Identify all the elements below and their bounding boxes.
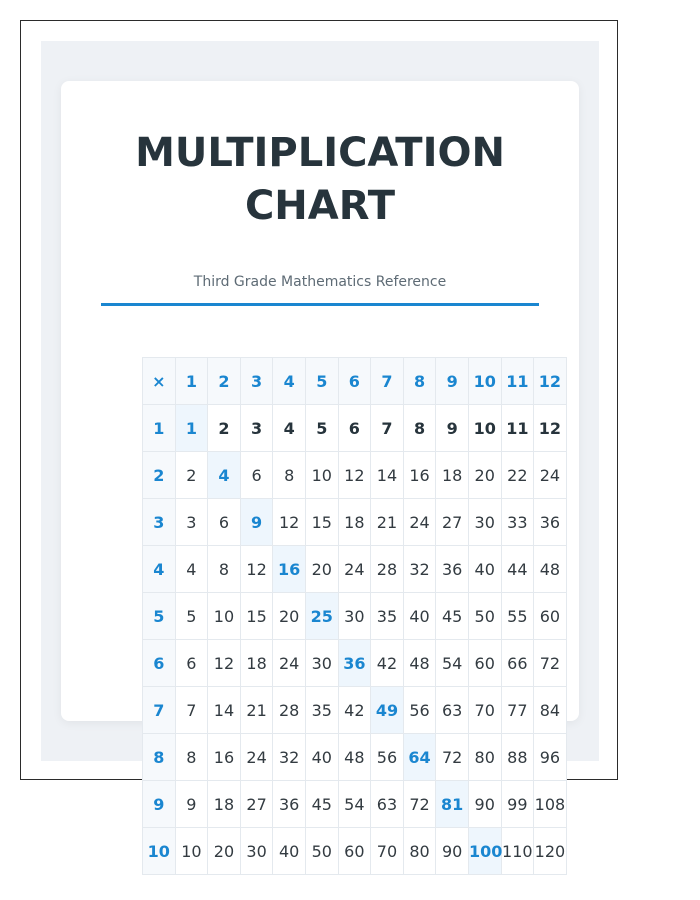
- table-row: [143, 640, 567, 687]
- product-cell: 18: [338, 499, 371, 546]
- product-cell: 11: [501, 405, 534, 452]
- product-cell: 56: [371, 734, 404, 781]
- table-row: [143, 452, 567, 499]
- row-header: 8: [143, 734, 176, 781]
- product-cell: 27: [240, 781, 273, 828]
- product-cell: 14: [371, 452, 404, 499]
- product-cell: 8: [208, 546, 241, 593]
- product-cell: 18: [436, 452, 469, 499]
- product-cell: 50: [468, 593, 501, 640]
- product-cell: 9: [436, 405, 469, 452]
- product-cell: 70: [468, 687, 501, 734]
- page-background: [41, 41, 599, 861]
- product-cell: 10: [468, 405, 501, 452]
- product-cell: 5: [175, 593, 208, 640]
- page-frame: [20, 20, 618, 861]
- product-cell: 63: [436, 687, 469, 734]
- product-cell: 8: [403, 405, 436, 452]
- product-cell: 42: [371, 640, 404, 687]
- product-cell: 12: [534, 405, 567, 452]
- product-cell: 6: [338, 405, 371, 452]
- table-row: [143, 781, 567, 828]
- product-cell: 88: [501, 734, 534, 781]
- product-cell: 18: [208, 781, 241, 828]
- product-cell: 24: [534, 452, 567, 499]
- product-cell: 7: [371, 405, 404, 452]
- square-product-cell: 9: [240, 499, 273, 546]
- product-cell: 30: [240, 828, 273, 875]
- corner-cell: ×: [143, 358, 176, 405]
- product-cell: 48: [338, 734, 371, 781]
- product-cell: 12: [240, 546, 273, 593]
- product-cell: 35: [305, 687, 338, 734]
- column-header: 8: [403, 358, 436, 405]
- product-cell: 44: [501, 546, 534, 593]
- table-row: [143, 499, 567, 546]
- product-cell: 45: [436, 593, 469, 640]
- column-header: 4: [273, 358, 306, 405]
- product-cell: 54: [338, 781, 371, 828]
- product-cell: 48: [403, 640, 436, 687]
- product-cell: 12: [338, 452, 371, 499]
- column-header: 7: [371, 358, 404, 405]
- product-cell: 110: [501, 828, 534, 875]
- product-cell: 99: [501, 781, 534, 828]
- product-cell: 15: [240, 593, 273, 640]
- row-header: 1: [143, 405, 176, 452]
- product-cell: 120: [534, 828, 567, 875]
- square-product-cell: 25: [305, 593, 338, 640]
- square-product-cell: 81: [436, 781, 469, 828]
- product-cell: 7: [175, 687, 208, 734]
- product-cell: 16: [208, 734, 241, 781]
- product-cell: 80: [403, 828, 436, 875]
- product-cell: 56: [403, 687, 436, 734]
- row-header: 4: [143, 546, 176, 593]
- product-cell: 30: [468, 499, 501, 546]
- row-header: 5: [143, 593, 176, 640]
- product-cell: 32: [403, 546, 436, 593]
- row-header: 6: [143, 640, 176, 687]
- product-cell: 27: [436, 499, 469, 546]
- product-cell: 54: [436, 640, 469, 687]
- product-cell: 18: [240, 640, 273, 687]
- chart-card: [61, 81, 579, 861]
- table-row: [143, 593, 567, 640]
- column-header: 3: [240, 358, 273, 405]
- product-cell: 6: [240, 452, 273, 499]
- product-cell: 28: [273, 687, 306, 734]
- square-product-cell: 1: [175, 405, 208, 452]
- multiplication-table: [142, 357, 567, 875]
- square-product-cell: 36: [338, 640, 371, 687]
- product-cell: 60: [534, 593, 567, 640]
- product-cell: 8: [175, 734, 208, 781]
- product-cell: 72: [436, 734, 469, 781]
- product-cell: 96: [534, 734, 567, 781]
- product-cell: 40: [305, 734, 338, 781]
- product-cell: 22: [501, 452, 534, 499]
- product-cell: 9: [175, 781, 208, 828]
- table-row: [143, 546, 567, 593]
- square-product-cell: 16: [273, 546, 306, 593]
- product-cell: 8: [273, 452, 306, 499]
- product-cell: 32: [273, 734, 306, 781]
- product-cell: 48: [534, 546, 567, 593]
- product-cell: 12: [208, 640, 241, 687]
- product-cell: 12: [273, 499, 306, 546]
- product-cell: 14: [208, 687, 241, 734]
- square-product-cell: 64: [403, 734, 436, 781]
- column-header: 5: [305, 358, 338, 405]
- product-cell: 60: [338, 828, 371, 875]
- product-cell: 33: [501, 499, 534, 546]
- product-cell: 50: [305, 828, 338, 875]
- product-cell: 21: [371, 499, 404, 546]
- row-header: 10: [143, 828, 176, 875]
- product-cell: 6: [175, 640, 208, 687]
- product-cell: 10: [305, 452, 338, 499]
- product-cell: 30: [338, 593, 371, 640]
- column-header: 2: [208, 358, 241, 405]
- product-cell: 10: [208, 593, 241, 640]
- product-cell: 4: [175, 546, 208, 593]
- product-cell: 60: [468, 640, 501, 687]
- product-cell: 45: [305, 781, 338, 828]
- product-cell: 3: [240, 405, 273, 452]
- row-header: 3: [143, 499, 176, 546]
- product-cell: 72: [403, 781, 436, 828]
- row-header: 7: [143, 687, 176, 734]
- product-cell: 40: [273, 828, 306, 875]
- square-product-cell: 49: [371, 687, 404, 734]
- product-cell: 84: [534, 687, 567, 734]
- product-cell: 77: [501, 687, 534, 734]
- product-cell: 24: [403, 499, 436, 546]
- row-header: 9: [143, 781, 176, 828]
- product-cell: 28: [371, 546, 404, 593]
- product-cell: 30: [305, 640, 338, 687]
- product-cell: 24: [240, 734, 273, 781]
- table-row: [143, 405, 567, 452]
- table-row: [143, 734, 567, 781]
- product-cell: 108: [534, 781, 567, 828]
- product-cell: 66: [501, 640, 534, 687]
- product-cell: 20: [273, 593, 306, 640]
- page-subtitle: Third Grade Mathematics Reference: [193, 274, 447, 290]
- product-cell: 10: [175, 828, 208, 875]
- product-cell: 3: [175, 499, 208, 546]
- product-cell: 20: [208, 828, 241, 875]
- product-cell: 70: [371, 828, 404, 875]
- product-cell: 20: [468, 452, 501, 499]
- product-cell: 36: [436, 546, 469, 593]
- product-cell: 24: [338, 546, 371, 593]
- table-row: [143, 687, 567, 734]
- table-row: [143, 828, 567, 875]
- product-cell: 72: [534, 640, 567, 687]
- page-title: MULTIPLICATION CHART: [135, 130, 505, 229]
- product-cell: 42: [338, 687, 371, 734]
- product-cell: 2: [208, 405, 241, 452]
- product-cell: 55: [501, 593, 534, 640]
- product-cell: 36: [534, 499, 567, 546]
- product-cell: 21: [240, 687, 273, 734]
- product-cell: 90: [436, 828, 469, 875]
- product-cell: 40: [468, 546, 501, 593]
- product-cell: 2: [175, 452, 208, 499]
- product-cell: 4: [273, 405, 306, 452]
- product-cell: 90: [468, 781, 501, 828]
- product-cell: 16: [403, 452, 436, 499]
- column-header: 6: [338, 358, 371, 405]
- product-cell: 40: [403, 593, 436, 640]
- square-product-cell: 4: [208, 452, 241, 499]
- table-header-row: [143, 358, 567, 405]
- product-cell: 5: [305, 405, 338, 452]
- product-cell: 6: [208, 499, 241, 546]
- column-header: 9: [436, 358, 469, 405]
- title-divider: [101, 303, 539, 306]
- square-product-cell: 100: [468, 828, 501, 875]
- product-cell: 36: [273, 781, 306, 828]
- column-header: 12: [534, 358, 567, 405]
- product-cell: 15: [305, 499, 338, 546]
- product-cell: 63: [371, 781, 404, 828]
- column-header: 1: [175, 358, 208, 405]
- column-header: 10: [468, 358, 501, 405]
- product-cell: 80: [468, 734, 501, 781]
- row-header: 2: [143, 452, 176, 499]
- product-cell: 35: [371, 593, 404, 640]
- product-cell: 24: [273, 640, 306, 687]
- column-header: 11: [501, 358, 534, 405]
- product-cell: 20: [305, 546, 338, 593]
